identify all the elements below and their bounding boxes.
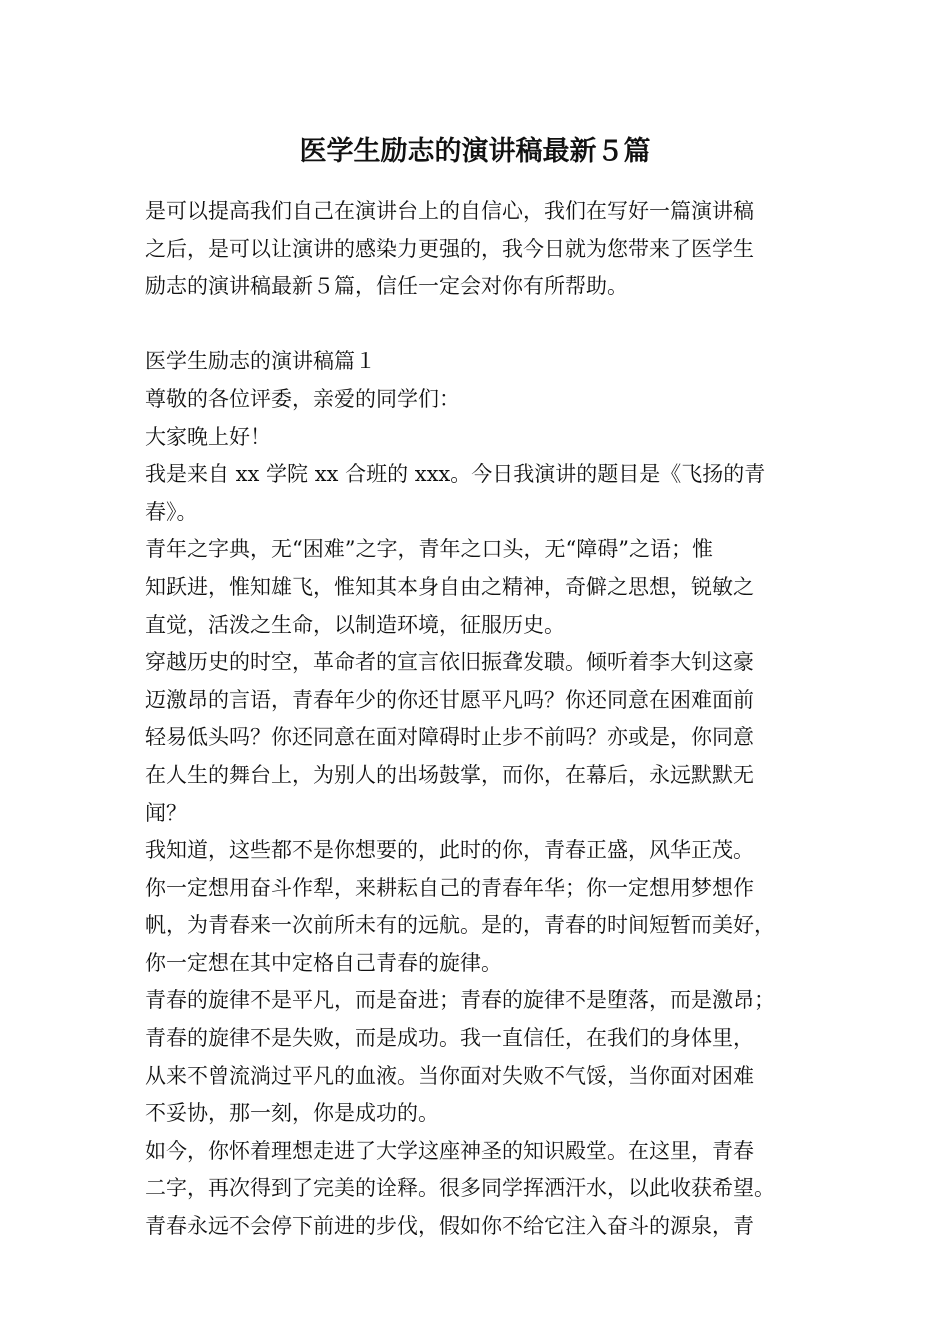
document-body: [145, 193, 815, 1246]
intro-line-1: 是可以提高我们自己在演讲台上的自信心，我们在写好一篇演讲稿: [145, 199, 754, 223]
paragraph-line: 在人生的舞台上，为别人的出场鼓掌，而你，在幕后，永远默默无: [145, 762, 754, 787]
paragraph-line: 轻易低头吗？你还同意在面对障碍时止步不前吗？亦或是，你同意: [145, 725, 754, 750]
paragraph-line: 二字，再次得到了完美的诠释。很多同学挥洒汗水，以此收获希望。: [145, 1176, 775, 1201]
paragraph-line: 我是来自 xx 学院 xx 合班的 xxx。今日我演讲的题目是《飞扬的青: [145, 462, 766, 487]
blank-line: [145, 306, 815, 344]
paragraph-line: 知跃进，惟知雄飞，惟知其本身自由之精神，奇僻之思想，锐敏之: [145, 574, 754, 599]
paragraph-line: 我知道，这些都不是你想要的，此时的你，青春正盛，风华正茂。: [145, 838, 754, 863]
paragraph-line: 你一定想用奋斗作犁，来耕耘自己的青春年华；你一定想用梦想作: [145, 875, 754, 900]
paragraph-line: 春》。: [145, 499, 198, 524]
paragraph-line: 不妥协，那一刻，你是成功的。: [145, 1101, 439, 1126]
paragraph-line: 你一定想在其中定格自己青春的旋律。: [145, 950, 502, 975]
paragraph-line: 青春的旋律不是失败，而是成功。我一直信任，在我们的身体里，: [145, 1026, 754, 1051]
paragraph-line: 青春永远不会停下前进的步伐，假如你不给它注入奋斗的源泉，青: [145, 1214, 754, 1239]
paragraph-line: 青年之字典，无“困难”之字，青年之口头，无“障碍”之语；惟: [145, 537, 713, 562]
paragraph-line: 帆，为青春来一次前所未有的远航。是的，青春的时间短暂而美好，: [145, 913, 775, 938]
paragraph-line: 穿越历史的时空，革命者的宣言依旧振聋发聩。倾听着李大钊这豪: [145, 650, 754, 675]
document-title: 医学生励志的演讲稿最新５篇: [299, 136, 651, 167]
intro-line-2: 之后，是可以让演讲的感染力更强的，我今日就为您带来了医学生: [145, 236, 754, 261]
section-heading: 医学生励志的演讲稿篇１: [145, 349, 376, 374]
salutation: 尊敬的各位评委，亲爱的同学们：: [145, 386, 460, 411]
intro-line-3: 励志的演讲稿最新５篇，信任一定会对你有所帮助。: [145, 274, 628, 299]
paragraph-line: 从来不曾流淌过平凡的血液。当你面对失败不气馁，当你面对困难: [145, 1063, 754, 1088]
greeting: 大家晚上好！: [145, 424, 271, 449]
paragraph-line: 如今，你怀着理想走进了大学这座神圣的知识殿堂。在这里，青春: [145, 1138, 754, 1163]
paragraph-line: 直觉，活泼之生命，以制造环境，征服历史。: [145, 612, 565, 637]
paragraph-line: 迈激昂的言语，青春年少的你还甘愿平凡吗？你还同意在困难面前: [145, 687, 754, 712]
paragraph-line: 青春的旋律不是平凡，而是奋进；青春的旋律不是堕落，而是激昂；: [145, 988, 775, 1013]
paragraph-line: 闻？: [145, 800, 187, 825]
